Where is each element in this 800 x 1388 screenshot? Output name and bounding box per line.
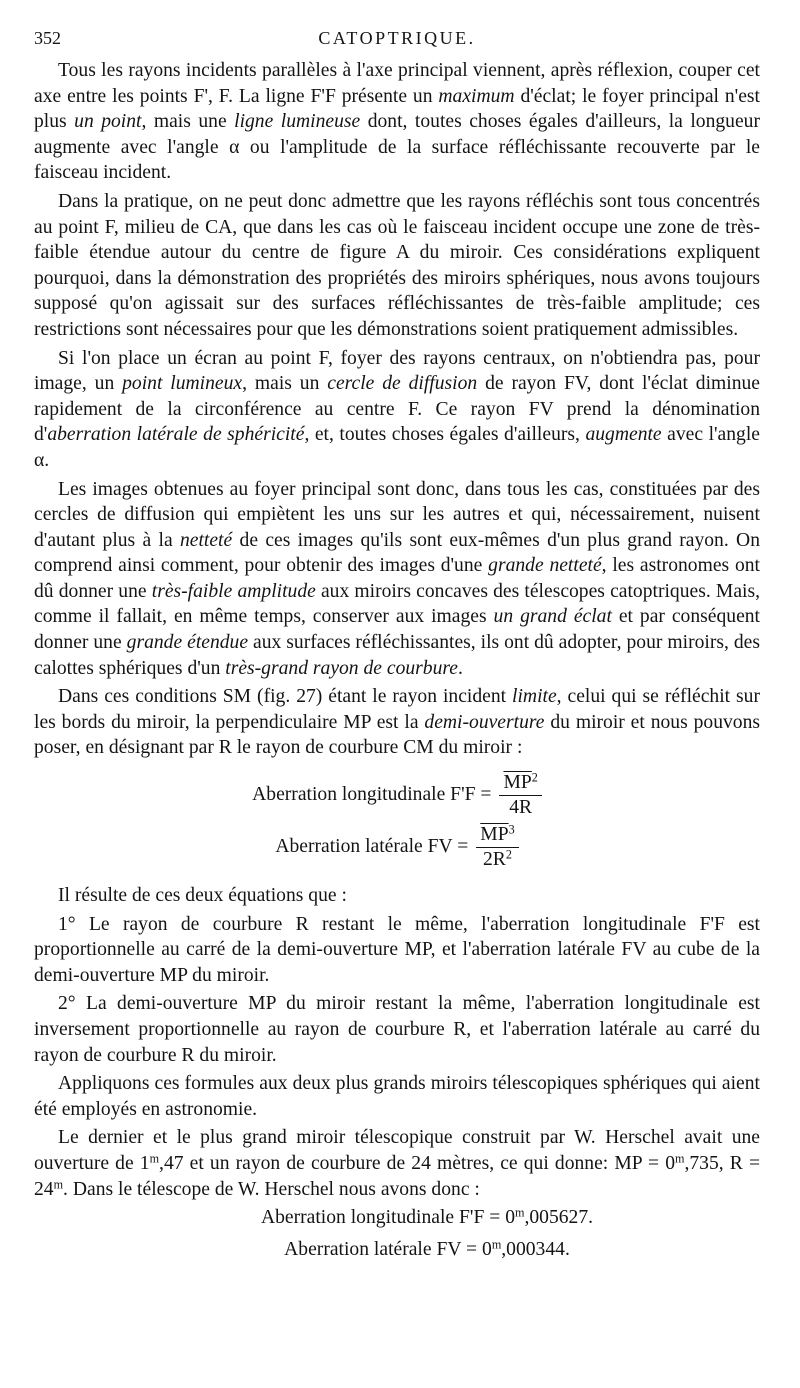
paragraph-9: Appliquons ces formules aux deux plus grands miroirs télescopiques sphériques qui aient été employés en astronomie. xyxy=(34,1073,760,1120)
equation-longitudinal xyxy=(34,769,760,821)
paragraph-6: Il résulte de ces deux équations que : xyxy=(58,885,347,907)
fraction xyxy=(476,821,518,871)
emphasis: grande étendue xyxy=(126,632,249,654)
fraction-numerator: $\overline{MP}^2$ xyxy=(499,772,541,796)
fraction-numerator: $\overline{MP}^3$ xyxy=(476,824,518,848)
equation-label: Aberration latérale FV = xyxy=(275,836,469,858)
running-title: CATOPTRIQUE. xyxy=(318,28,476,48)
unit-superscript: m xyxy=(491,1237,502,1252)
unit-superscript: m xyxy=(53,1176,64,1191)
unit-superscript: m xyxy=(149,1151,160,1166)
paragraph-10: Le dernier et le plus grand miroir télescopique construit par W. Herschel avait une ouverture de 1$^m$,47 et un rayon de courbure de 24 mètres, ce qui donne: MP = $0^m,735$, $R = 24^m$. Dans le télescope de W. Herschel nous avons donc : xyxy=(34,1127,761,1200)
fraction-denominator: $2R^2$ xyxy=(482,846,512,870)
emphasis: maximum xyxy=(438,85,515,107)
emphasis: cercle de diffusion xyxy=(327,373,478,395)
fraction-denominator: 4R xyxy=(509,796,533,818)
equation-lateral xyxy=(34,821,760,873)
result-lateral: Aberration latérale FV = $0^m,000344$. xyxy=(284,1237,570,1260)
emphasis: très-faible amplitude xyxy=(151,580,316,602)
unit-superscript: m xyxy=(675,1151,685,1166)
emphasis: augmente xyxy=(585,424,662,446)
emphasis: aberration latérale de sphéricité xyxy=(47,424,305,446)
emphasis: un grand éclat xyxy=(493,606,612,628)
equation-label: Aberration longitudinale F'F = xyxy=(252,784,492,806)
emphasis: point lumineux xyxy=(122,373,243,395)
paragraph-8: 2° La demi-ouverture MP du miroir restant la même, l'aberration longitudinale est inversement proportionnelle au rayon de courbure R, et l'aberration latérale au carré du rayon de courbure R du miroir. xyxy=(34,993,760,1066)
page-header xyxy=(34,22,760,52)
emphasis: limite xyxy=(512,686,557,708)
emphasis: ligne lumineuse xyxy=(234,111,361,133)
unit-superscript: m xyxy=(515,1205,525,1220)
paragraph-2: Dans la pratique, on ne peut donc admettre que les rayons réfléchis sont tous concentrés au point F, milieu de CA, que dans les cas où le faisceau incident occupe une zone de très-faible étendue autour du centre de figure A du miroir. Ces considérations expliquent pourquoi, dans la démonstration des propriétés des miroirs sphériques, nous avons toujours supposé qu'on agissait sur des surfaces réfléchissantes de très-faible amplitude; ces restrictions sont nécessaires pour que les démonstrations soient pratiquement admissibles. xyxy=(34,190,760,340)
emphasis: netteté xyxy=(179,529,233,551)
fraction xyxy=(499,769,541,819)
emphasis: très-grand rayon de courbure xyxy=(225,657,458,679)
emphasis: demi-ouverture xyxy=(424,711,545,733)
equation-block xyxy=(34,769,760,873)
result-longitudinal: Aberration longitudinale $F'F = 0^m,005627$. xyxy=(260,1205,594,1229)
paragraph-3: Si l'on place un écran au point F, foyer des rayons centraux, on n'obtiendra pas, pour image, un point lumineux, mais un cercle de diffusion de rayon FV, dont l'éclat diminue rapidement de la circonférence au centre F. Ce rayon FV prend la dénomination d'aberration latérale de sphéricité, et, toutes choses égales d'ailleurs, augmente avec l'angle α. xyxy=(34,347,761,471)
paragraph-7: 1° Le rayon de courbure R restant le même, l'aberration longitudinale F'F est proportionnelle au carré de la demi-ouverture MP, et l'aberration latérale FV au cube de la demi-ouverture MP du miroir. xyxy=(34,913,760,986)
emphasis: un point xyxy=(74,111,142,133)
page-number: 352 xyxy=(34,28,61,48)
emphasis: grande netteté xyxy=(488,555,602,577)
paragraph-1: Tous les rayons incidents parallèles à l'axe principal viennent, après réflexion, couper cet axe entre les points F', F. La ligne F'F présente un maximum d'éclat; le foyer principal n'est plus un point, mais une ligne lumineuse dont, toutes choses égales d'ailleurs, la longueur augmente avec l'angle α ou l'amplitude de la surface réfléchissante recouverte par le faisceau incident. xyxy=(34,60,760,184)
paragraph-4: Les images obtenues au foyer principal sont donc, dans tous les cas, constituées par des cercles de diffusion qui empiètent les uns sur les autres et qui, nécessairement, nuisent d'autant plus à la netteté de ces images qu'ils sont eux-mêmes d'un plus grand rayon. On comprend ainsi comment, pour obtenir des images d'une grande netteté, les astronomes ont dû donner une très-faible amplitude aux miroirs concaves des télescopes catoptriques. Mais, comme il fallait, en même temps, conserver aux images un grand éclat et par conséquent donner une grande étendue aux surfaces réfléchissantes, ils ont dû adopter, pour miroirs, des calottes sphériques d'un très-grand rayon de courbure. xyxy=(34,478,761,679)
paragraph-5: Dans ces conditions SM (fig. 27) étant le rayon incident limite, celui qui se réfléchit sur les bords du miroir, la perpendiculaire MP est la demi-ouverture du miroir et nous pouvons poser, en désignant par R le rayon de courbure CM du miroir : xyxy=(34,686,761,759)
